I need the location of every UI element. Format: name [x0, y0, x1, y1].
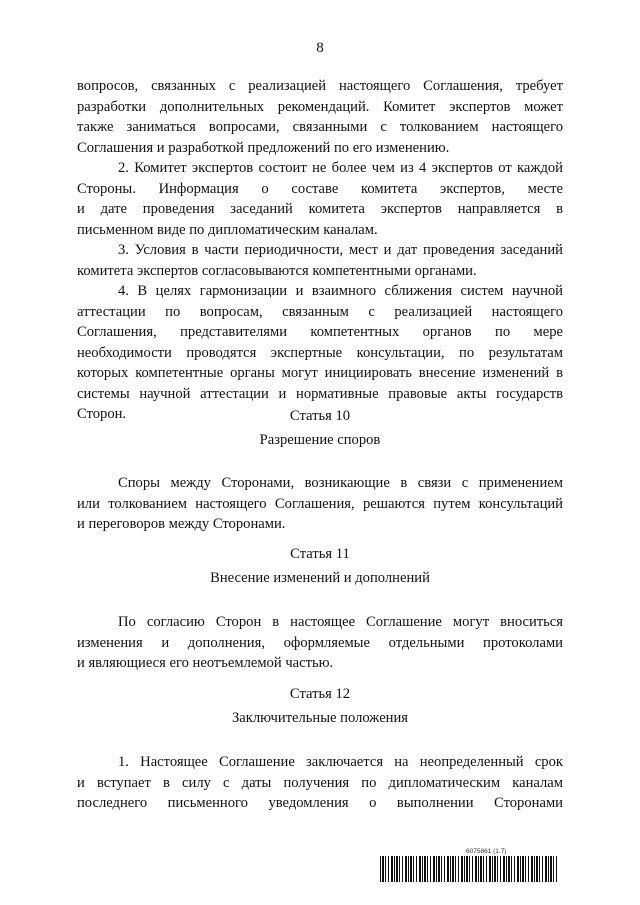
- text-line: изменения и дополнения, оформляемые отдельными протоколами: [77, 634, 563, 651]
- text-line: Сторон.: [77, 406, 127, 422]
- text-line: необходимости проводятся экспертные консультации, по результатам: [77, 344, 563, 361]
- text-line: разработки дополнительных рекомендаций. Комитет экспертов может: [77, 98, 563, 115]
- text-line: вопросов, связанных с реализацией настоящего Соглашения, требует: [77, 78, 563, 94]
- text-line: также заниматься вопросами, связанными с толкованием настоящего: [77, 119, 563, 135]
- text-line: или толкованием настоящего Соглашения, решаются путем консультаций: [77, 495, 563, 512]
- text-line: Соглашения, представителями компетентных органов по мере: [77, 324, 563, 340]
- article-10-title: Статья 10: [289, 408, 351, 424]
- text-line: и вступает в силу с даты получения по дипломатическим каналам: [77, 774, 563, 791]
- text-line: и переговоров между Сторонами.: [77, 516, 286, 532]
- text-line: Стороны. Информация о составе комитета экспертов, месте: [77, 180, 563, 197]
- text-line: которых компетентные органы могут инициировать внесение изменений в: [77, 365, 563, 381]
- document-code: 6075861 (1.7): [466, 848, 507, 855]
- text-line: 4. В целях гармонизации и взаимного сближения систем научной: [118, 283, 563, 299]
- article-12-title: Статья 12: [289, 686, 351, 702]
- text-line: и являющиеся его неотъемлемой частью.: [77, 655, 334, 671]
- text-line: аттестации по вопросам, связанным с реализацией настоящего: [77, 303, 563, 320]
- text-line: Споры между Сторонами, возникающие в связи с применением: [118, 475, 563, 491]
- text-line: По согласию Сторон в настоящее Соглашение могут вноситься: [118, 614, 563, 630]
- text-line: Соглашения и разработкой предложений по его изменению.: [77, 139, 450, 156]
- text-line: 2. Комитет экспертов состоит не более чем из 4 экспертов от каждой: [118, 160, 563, 176]
- text-line: письменном виде по дипломатическим каналам.: [77, 221, 378, 238]
- article-10-heading: Разрешение споров: [259, 432, 381, 448]
- barcode-icon: [380, 856, 558, 882]
- page-number: 8: [316, 40, 324, 56]
- text-line: последнего письменного уведомления о выполнении Сторонами: [77, 795, 563, 811]
- text-line: и дате проведения заседаний комитета экспертов направляется в: [77, 201, 563, 217]
- text-line: системы научной аттестации и нормативные правовые акты государств: [77, 385, 563, 402]
- article-12-heading: Заключительные положения: [231, 710, 409, 726]
- text-line: 3. Условия в части периодичности, мест и дат проведения заседаний: [118, 242, 563, 258]
- article-11-heading: Внесение изменений и дополнений: [210, 570, 430, 586]
- article-11-title: Статья 11: [290, 546, 350, 562]
- text-line: 1. Настоящее Соглашение заключается на неопределенный срок: [118, 754, 563, 770]
- text-line: комитета экспертов согласовываются компетентными органами.: [77, 262, 477, 279]
